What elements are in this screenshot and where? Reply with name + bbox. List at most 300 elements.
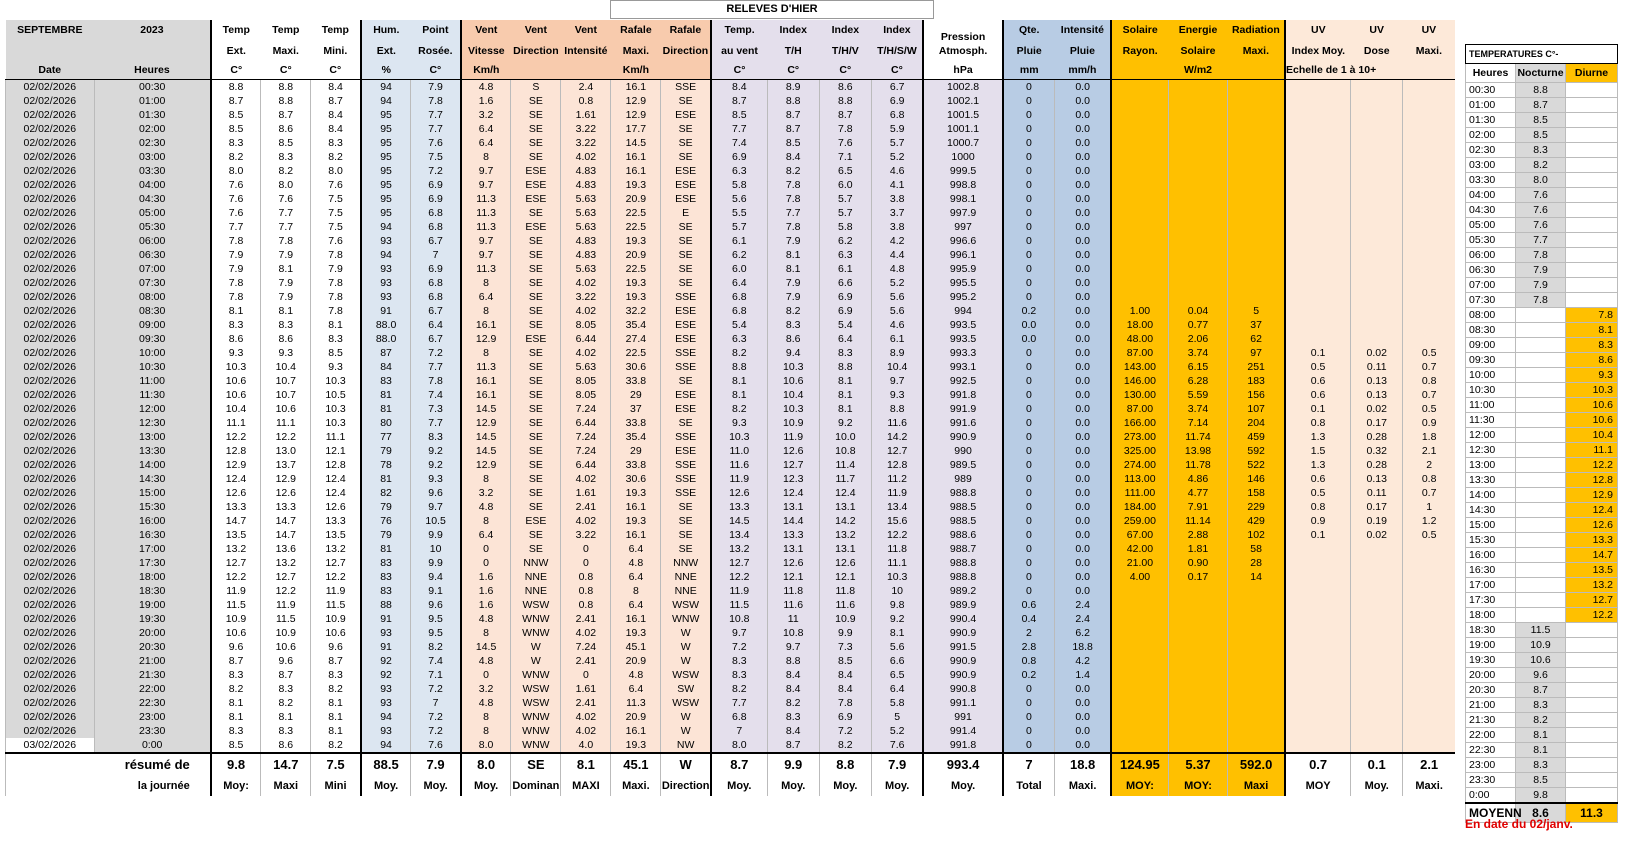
cell-c11: W (661, 640, 711, 654)
cell-c9: 2.41 (561, 612, 611, 626)
cell-c4: 8.4 (311, 122, 361, 136)
header-r1-c3: Temp (261, 20, 311, 41)
cell-c21 (1228, 724, 1285, 738)
cell-c7: 8 (461, 514, 511, 528)
cell-c11: NNE (661, 584, 711, 598)
table-row (6, 430, 1456, 444)
cell-c8: NNE (511, 570, 561, 584)
side-cell-c1 (1516, 383, 1566, 398)
cell-c12: 5.6 (711, 192, 767, 206)
side-cell-c0: 07:30 (1466, 293, 1516, 308)
summary-value-c13: 9.9 (767, 753, 819, 776)
cell-c17: 0 (1003, 584, 1055, 598)
cell-c12: 5.7 (711, 220, 767, 234)
cell-c16: 990.9 (923, 626, 1002, 640)
cell-c12: 8.8 (711, 360, 767, 374)
cell-c9: 6.44 (561, 458, 611, 472)
cell-c6: 9.1 (411, 584, 461, 598)
side-cell-c2 (1566, 143, 1618, 158)
table-row (6, 626, 1456, 640)
cell-c0: 02/02/2026 (6, 430, 95, 444)
cell-c21 (1228, 192, 1285, 206)
side-cell-c1 (1516, 578, 1566, 593)
cell-c18: 0.0 (1055, 206, 1111, 220)
cell-c12: 6.3 (711, 332, 767, 346)
side-row (1466, 788, 1618, 804)
side-cell-c1 (1516, 398, 1566, 413)
side-cell-c1 (1516, 338, 1566, 353)
cell-c19 (1111, 206, 1168, 220)
cell-c24: 1.8 (1403, 430, 1455, 444)
cell-c14: 8.6 (819, 80, 871, 95)
cell-c8: SE (511, 276, 561, 290)
cell-c15: 8.9 (871, 346, 923, 360)
cell-c23 (1351, 598, 1403, 612)
cell-c1: 01:00 (94, 94, 211, 108)
cell-c13: 11.8 (767, 584, 819, 598)
cell-c8: WNW (511, 738, 561, 753)
cell-c24: 0.8 (1403, 374, 1455, 388)
side-row (1466, 698, 1618, 713)
header-r2-c14: T/H/V (819, 41, 871, 62)
cell-c23 (1351, 150, 1403, 164)
cell-c15: 12.7 (871, 444, 923, 458)
side-cell-c0: 23:00 (1466, 758, 1516, 773)
cell-c1: 13:30 (94, 444, 211, 458)
cell-c18: 0.0 (1055, 122, 1111, 136)
summary-value-c8: SE (511, 753, 561, 776)
cell-c24 (1403, 108, 1455, 122)
header-r2-c15: T/H/S/W (871, 41, 923, 62)
cell-c0: 02/02/2026 (6, 626, 95, 640)
cell-c19 (1111, 262, 1168, 276)
cell-c22: 1.5 (1285, 444, 1351, 458)
cell-c12: 8.7 (711, 94, 767, 108)
side-row (1466, 383, 1618, 398)
cell-c21 (1228, 640, 1285, 654)
cell-c18: 0.0 (1055, 724, 1111, 738)
cell-c4: 11.5 (311, 598, 361, 612)
cell-c12: 13.2 (711, 542, 767, 556)
cell-c21 (1228, 668, 1285, 682)
cell-c24: 0.8 (1403, 472, 1455, 486)
cell-c11: SE (661, 122, 711, 136)
cell-c22: 0.1 (1285, 346, 1351, 360)
cell-c4: 9.6 (311, 640, 361, 654)
cell-c23 (1351, 584, 1403, 598)
cell-c4: 8.3 (311, 668, 361, 682)
cell-c1: 05:00 (94, 206, 211, 220)
cell-c14: 12.6 (819, 556, 871, 570)
cell-c21: 58 (1228, 542, 1285, 556)
cell-c11: SSE (661, 290, 711, 304)
cell-c21: 37 (1228, 318, 1285, 332)
cell-c24 (1403, 612, 1455, 626)
cell-c17: 0 (1003, 80, 1055, 95)
side-cell-c0: 01:00 (1466, 98, 1516, 113)
cell-c1: 03:00 (94, 150, 211, 164)
cell-c16: 991.5 (923, 640, 1002, 654)
cell-c4: 8.2 (311, 150, 361, 164)
cell-c2: 8.7 (211, 654, 261, 668)
cell-c18: 2.4 (1055, 612, 1111, 626)
cell-c9: 2.41 (561, 654, 611, 668)
cell-c15: 6.7 (871, 80, 923, 95)
side-cell-c2 (1566, 113, 1618, 128)
table-row (6, 472, 1456, 486)
cell-c13: 12.1 (767, 570, 819, 584)
table-row (6, 164, 1456, 178)
table-row (6, 444, 1456, 458)
cell-c21: 592 (1228, 444, 1285, 458)
cell-c20 (1168, 668, 1227, 682)
side-cell-c2 (1566, 293, 1618, 308)
cell-c19: 87.00 (1111, 346, 1168, 360)
cell-c16: 996.6 (923, 234, 1002, 248)
cell-c11: ESE (661, 178, 711, 192)
cell-c11: WNW (661, 612, 711, 626)
side-summary-c1: 8.6 (1516, 803, 1566, 823)
side-cell-c0: 17:30 (1466, 593, 1516, 608)
cell-c10: 20.9 (611, 710, 661, 724)
cell-c14: 9.9 (819, 626, 871, 640)
header-r3-c13: C° (767, 62, 819, 80)
cell-c17: 0 (1003, 738, 1055, 753)
cell-c5: 88 (361, 598, 411, 612)
side-row (1466, 428, 1618, 443)
summary-value-c24: 2.1 (1403, 753, 1455, 776)
cell-c9: 0.8 (561, 570, 611, 584)
cell-c20 (1168, 94, 1227, 108)
cell-c10: 35.4 (611, 318, 661, 332)
cell-c21 (1228, 94, 1285, 108)
cell-c1: 08:30 (94, 304, 211, 318)
cell-c10: 45.1 (611, 640, 661, 654)
cell-c10: 8 (611, 584, 661, 598)
table-row (6, 640, 1456, 654)
cell-c21: 522 (1228, 458, 1285, 472)
cell-c13: 8.7 (767, 122, 819, 136)
cell-c13: 7.9 (767, 276, 819, 290)
cell-c17: 0 (1003, 150, 1055, 164)
cell-c18: 1.4 (1055, 668, 1111, 682)
header-r3-c16: hPa (923, 62, 1002, 80)
header-r1-c0: SEPTEMBRE (6, 20, 95, 41)
side-cell-c0: 12:00 (1466, 428, 1516, 443)
cell-c7: 8 (461, 276, 511, 290)
cell-c2: 12.2 (211, 430, 261, 444)
cell-c23 (1351, 122, 1403, 136)
side-cell-c1: 8.7 (1516, 683, 1566, 698)
cell-c18: 0.0 (1055, 346, 1111, 360)
cell-c11: SSE (661, 430, 711, 444)
cell-c9: 4.02 (561, 710, 611, 724)
side-cell-c2 (1566, 83, 1618, 98)
cell-c17: 0 (1003, 122, 1055, 136)
cell-c14: 13.1 (819, 542, 871, 556)
cell-c1: 21:30 (94, 668, 211, 682)
cell-c15: 11.9 (871, 486, 923, 500)
cell-c5: 81 (361, 542, 411, 556)
cell-c8: ESE (511, 192, 561, 206)
side-cell-c0: 03:30 (1466, 173, 1516, 188)
cell-c2: 8.6 (211, 332, 261, 346)
cell-c24: 0.5 (1403, 346, 1455, 360)
cell-c22 (1285, 542, 1351, 556)
cell-c7: 1.6 (461, 570, 511, 584)
cell-c2: 8.0 (211, 164, 261, 178)
cell-c9: 2.41 (561, 500, 611, 514)
cell-c20: 2.88 (1168, 528, 1227, 542)
cell-c10: 16.1 (611, 528, 661, 542)
side-cell-c2: 12.7 (1566, 593, 1618, 608)
header-r3-c0: Date (6, 62, 95, 80)
cell-c2: 7.6 (211, 192, 261, 206)
cell-c16: 1001.5 (923, 108, 1002, 122)
cell-c14: 11.6 (819, 598, 871, 612)
summary-value-c3: 14.7 (261, 753, 311, 776)
cell-c7: 16.1 (461, 374, 511, 388)
summary-label-row (6, 776, 1456, 796)
side-cell-c2 (1566, 128, 1618, 143)
side-row (1466, 158, 1618, 173)
cell-c16: 1000.7 (923, 136, 1002, 150)
cell-c7: 8 (461, 346, 511, 360)
cell-c24 (1403, 668, 1455, 682)
side-cell-c2 (1566, 248, 1618, 263)
cell-c13: 11 (767, 612, 819, 626)
cell-c8: SE (511, 528, 561, 542)
cell-c0: 02/02/2026 (6, 542, 95, 556)
cell-c4: 12.4 (311, 486, 361, 500)
cell-c16: 999.5 (923, 164, 1002, 178)
cell-c22 (1285, 318, 1351, 332)
cell-c7: 1.6 (461, 94, 511, 108)
cell-c3: 7.8 (261, 234, 311, 248)
cell-c9: 4.02 (561, 150, 611, 164)
cell-c14: 8.5 (819, 654, 871, 668)
cell-c24: 0.7 (1403, 388, 1455, 402)
cell-c3: 9.6 (261, 654, 311, 668)
cell-c3: 12.9 (261, 472, 311, 486)
table-row (6, 738, 1456, 753)
table-row (6, 332, 1456, 346)
cell-c8: SE (511, 500, 561, 514)
side-cell-c0: 11:00 (1466, 398, 1516, 413)
cell-c0: 02/02/2026 (6, 234, 95, 248)
cell-c10: 22.5 (611, 262, 661, 276)
side-cell-c2: 12.2 (1566, 458, 1618, 473)
side-cell-c1: 8.2 (1516, 158, 1566, 173)
cell-c23 (1351, 556, 1403, 570)
cell-c1: 19:00 (94, 598, 211, 612)
cell-c20 (1168, 584, 1227, 598)
side-row (1466, 188, 1618, 203)
cell-c17: 0 (1003, 220, 1055, 234)
cell-c3: 8.2 (261, 696, 311, 710)
cell-c17: 0 (1003, 206, 1055, 220)
side-cell-c1: 7.8 (1516, 248, 1566, 263)
table-row (6, 94, 1456, 108)
cell-c22: 0.8 (1285, 416, 1351, 430)
table-row (6, 388, 1456, 402)
summary-value-c2: 9.8 (211, 753, 261, 776)
header-r1-c4: Temp (311, 20, 361, 41)
cell-c4: 12.1 (311, 444, 361, 458)
cell-c1: 07:00 (94, 262, 211, 276)
cell-c11: WSW (661, 598, 711, 612)
cell-c21: 146 (1228, 472, 1285, 486)
cell-c4: 13.5 (311, 528, 361, 542)
cell-c5: 83 (361, 374, 411, 388)
side-row (1466, 263, 1618, 278)
side-cell-c1 (1516, 548, 1566, 563)
cell-c23 (1351, 710, 1403, 724)
cell-c19 (1111, 626, 1168, 640)
cell-c20 (1168, 276, 1227, 290)
cell-c16: 988.5 (923, 500, 1002, 514)
cell-c4: 8.2 (311, 738, 361, 753)
cell-c9: 7.24 (561, 444, 611, 458)
summary-kind-c17: Total (1003, 776, 1055, 796)
cell-c18: 0.0 (1055, 150, 1111, 164)
cell-c6: 7.7 (411, 416, 461, 430)
cell-c18: 0.0 (1055, 178, 1111, 192)
cell-c0: 02/02/2026 (6, 318, 95, 332)
side-cell-c0: 14:30 (1466, 503, 1516, 518)
cell-c14: 8.1 (819, 388, 871, 402)
summary-value-c14: 8.8 (819, 753, 871, 776)
cell-c7: 6.4 (461, 122, 511, 136)
cell-c22: 0.6 (1285, 472, 1351, 486)
cell-c19: 42.00 (1111, 542, 1168, 556)
cell-c8: SE (511, 248, 561, 262)
cell-c1: 0:00 (94, 738, 211, 753)
header-r1-c10: Rafale (611, 20, 661, 41)
side-row (1466, 713, 1618, 728)
cell-c14: 13.1 (819, 500, 871, 514)
cell-c18: 0.0 (1055, 164, 1111, 178)
cell-c7: 0 (461, 668, 511, 682)
cell-c2: 7.8 (211, 290, 261, 304)
side-cell-c0: 0:00 (1466, 788, 1516, 804)
cell-c15: 9.2 (871, 612, 923, 626)
cell-c7: 8 (461, 150, 511, 164)
cell-c7: 0 (461, 542, 511, 556)
cell-c22: 0.9 (1285, 514, 1351, 528)
cell-c23 (1351, 276, 1403, 290)
cell-c10: 6.4 (611, 542, 661, 556)
side-row (1466, 143, 1618, 158)
cell-c13: 10.3 (767, 360, 819, 374)
cell-c6: 7.8 (411, 374, 461, 388)
cell-c6: 6.9 (411, 262, 461, 276)
cell-c5: 91 (361, 640, 411, 654)
cell-c23 (1351, 570, 1403, 584)
cell-c16: 989.9 (923, 598, 1002, 612)
cell-c21: 251 (1228, 360, 1285, 374)
header-r2-c9: Intensité (561, 41, 611, 62)
cell-c22 (1285, 220, 1351, 234)
cell-c18: 0.0 (1055, 108, 1111, 122)
table-row (6, 486, 1456, 500)
cell-c24 (1403, 192, 1455, 206)
cell-c22: 1.3 (1285, 430, 1351, 444)
cell-c8: SE (511, 430, 561, 444)
cell-c17: 0 (1003, 388, 1055, 402)
cell-c4: 11.9 (311, 584, 361, 598)
cell-c12: 12.6 (711, 486, 767, 500)
cell-c22 (1285, 276, 1351, 290)
table-row (6, 528, 1456, 542)
cell-c16: 1000 (923, 150, 1002, 164)
side-cell-c0: 00:30 (1466, 83, 1516, 98)
cell-c1: 17:30 (94, 556, 211, 570)
cell-c13: 11.9 (767, 430, 819, 444)
header-pressure (923, 20, 1002, 62)
cell-c16: 995.9 (923, 262, 1002, 276)
cell-c3: 12.6 (261, 486, 311, 500)
cell-c17: 0.4 (1003, 612, 1055, 626)
cell-c0: 02/02/2026 (6, 304, 95, 318)
cell-c11: WSW (661, 668, 711, 682)
cell-c21: 204 (1228, 416, 1285, 430)
cell-c11: SE (661, 94, 711, 108)
cell-c21: 97 (1228, 346, 1285, 360)
side-row (1466, 113, 1618, 128)
cell-c1: 06:30 (94, 248, 211, 262)
cell-c24 (1403, 682, 1455, 696)
cell-c20 (1168, 682, 1227, 696)
cell-c10: 20.9 (611, 654, 661, 668)
cell-c7: 8.0 (461, 738, 511, 753)
cell-c17: 0 (1003, 346, 1055, 360)
cell-c1: 18:00 (94, 570, 211, 584)
side-cell-c1: 8.1 (1516, 743, 1566, 758)
cell-c0: 02/02/2026 (6, 262, 95, 276)
cell-c14: 7.6 (819, 136, 871, 150)
cell-c19: 67.00 (1111, 528, 1168, 542)
header-r2-c18: Pluie (1055, 41, 1111, 62)
cell-c13: 8.3 (767, 318, 819, 332)
cell-c12: 5.8 (711, 178, 767, 192)
cell-c9: 0.8 (561, 94, 611, 108)
cell-c5: 95 (361, 136, 411, 150)
side-cell-c2: 12.8 (1566, 473, 1618, 488)
cell-c13: 8.4 (767, 682, 819, 696)
cell-c20: 7.91 (1168, 500, 1227, 514)
cell-c3: 10.9 (261, 626, 311, 640)
cell-c1: 17:00 (94, 542, 211, 556)
side-cell-c2 (1566, 188, 1618, 203)
cell-c0: 02/02/2026 (6, 724, 95, 738)
cell-c17: 0 (1003, 444, 1055, 458)
cell-c19 (1111, 220, 1168, 234)
cell-c15: 7.6 (871, 738, 923, 753)
cell-c8: ESE (511, 332, 561, 346)
cell-c7: 4.8 (461, 500, 511, 514)
cell-c0: 02/02/2026 (6, 472, 95, 486)
cell-c21 (1228, 262, 1285, 276)
cell-c12: 8.2 (711, 402, 767, 416)
cell-c12: 6.9 (711, 150, 767, 164)
table-row (6, 150, 1456, 164)
cell-c8: SE (511, 472, 561, 486)
cell-c21 (1228, 598, 1285, 612)
cell-c0: 02/02/2026 (6, 206, 95, 220)
cell-c5: 95 (361, 178, 411, 192)
summary-kind-c10: Maxi. (611, 776, 661, 796)
